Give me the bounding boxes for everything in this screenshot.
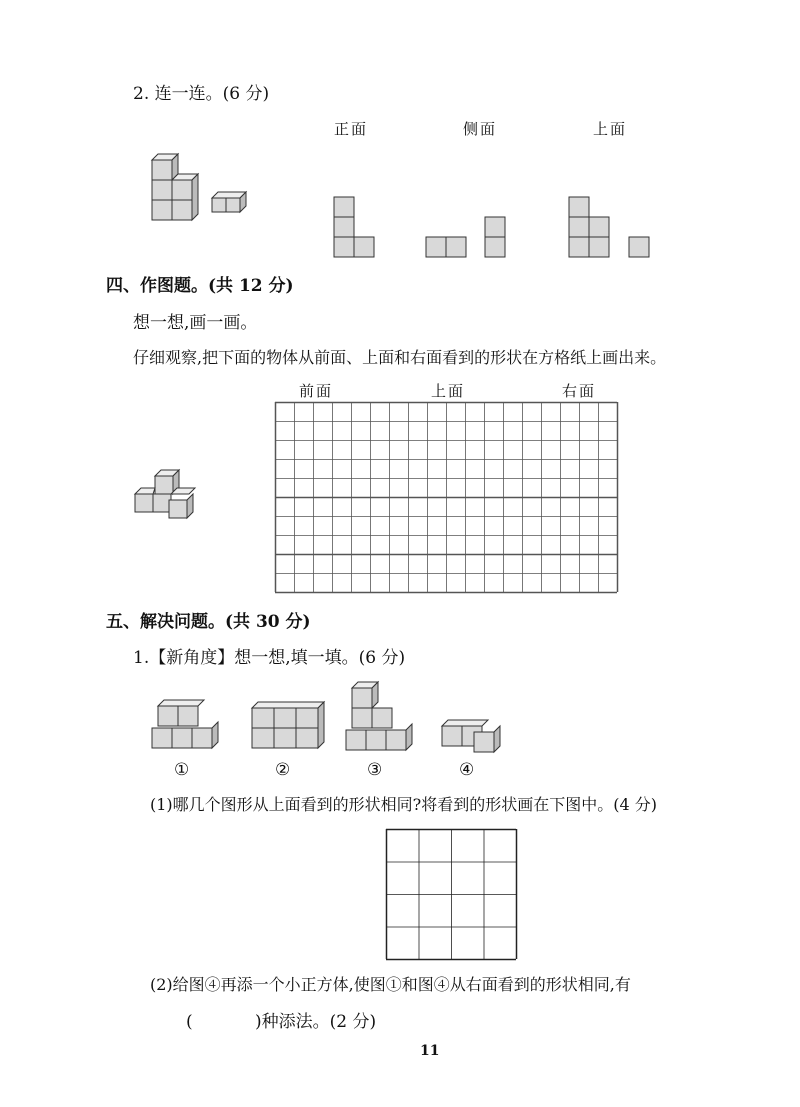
q2-title: 2. 连一连。(6 分) [133, 84, 270, 104]
grid-label-top: 上面 [431, 382, 466, 400]
figure-3-label: ③ [367, 760, 383, 780]
q2-view-shape-stair [568, 196, 613, 258]
section-4-title: 四、作图题。(共 12 分) [106, 276, 294, 296]
figure-2-cubes [250, 698, 325, 754]
section-4-solid-figure [133, 468, 203, 520]
view-label-front: 正面 [334, 120, 369, 138]
q2-view-shape-single [628, 236, 652, 260]
figure-1-label: ① [174, 760, 190, 780]
section-4-drawing-grid[interactable] [275, 402, 620, 594]
answer-grid-4x4[interactable] [386, 829, 518, 961]
q2-view-shape-column [484, 216, 508, 261]
section-5-q1-title: 1.【新角度】想一想,填一填。(6 分) [133, 648, 406, 668]
grid-label-right: 右面 [562, 382, 597, 400]
figure-4-cubes [440, 716, 504, 754]
grid-label-front: 前面 [299, 382, 334, 400]
figure-3-cubes [344, 680, 416, 756]
page-number: 11 [420, 1043, 440, 1059]
section-4-line2: 仔细观察,把下面的物体从前面、上面和右面看到的形状在方格纸上画出来。 [133, 348, 667, 367]
view-label-top: 上面 [593, 120, 628, 138]
q2-view-shape-l [333, 196, 378, 258]
section-5-title: 五、解决问题。(共 30 分) [106, 612, 311, 632]
q2-small-cubes [210, 188, 250, 223]
section-4-line1: 想一想,画一画。 [133, 313, 258, 333]
view-label-side: 侧面 [463, 120, 498, 138]
sub-question-1: (1)哪几个图形从上面看到的形状相同?将看到的形状画在下图中。(4 分) [150, 795, 657, 814]
q2-solid-figure [145, 150, 205, 225]
figure-1-cubes [150, 698, 220, 754]
answer-blank-open: ( [186, 1012, 193, 1032]
sub-question-2-line1: (2)给图④再添一个小正方体,使图①和图④从右面看到的形状相同,有 [150, 975, 631, 994]
figure-4-label: ④ [459, 760, 475, 780]
q2-view-shape-row [425, 236, 470, 260]
answer-blank-close: )种添法。(2 分) [255, 1012, 377, 1032]
figure-2-label: ② [275, 760, 291, 780]
